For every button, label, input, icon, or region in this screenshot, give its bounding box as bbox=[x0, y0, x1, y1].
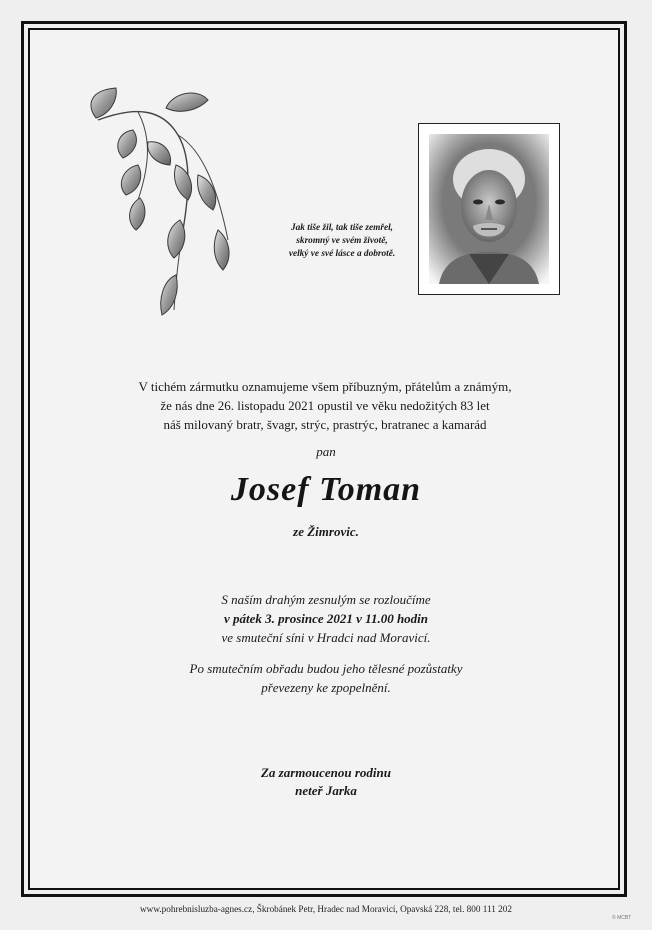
quote-line: skromný ve svém životě, bbox=[296, 236, 388, 246]
deceased-origin: ze Žimrovic. bbox=[293, 524, 359, 539]
family-signature bbox=[0, 764, 652, 800]
ceremony-info bbox=[0, 590, 652, 647]
footer-contact: www.pohrebnisluzba-agnes.cz, Škrobánek Petr, Hradec nad Moravicí, Opavská 228, tel. 800 111 202 bbox=[140, 904, 512, 914]
family-member: neteř Jarka bbox=[295, 783, 357, 798]
portrait-photo bbox=[429, 134, 549, 284]
ceremony-date: v pátek 3. prosince 2021 v 11.00 hodin bbox=[223, 611, 429, 626]
quote-line: Jak tiše žil, tak tiše zemřel, bbox=[290, 223, 393, 233]
memorial-quote bbox=[262, 222, 422, 261]
family-line: Za zarmoucenou rodinu bbox=[260, 765, 392, 780]
ceremony-place: ve smuteční síni v Hradci nad Moravicí. bbox=[221, 630, 431, 645]
after-line: Po smutečním obřadu budou jeho tělesné pozůstatky bbox=[189, 661, 463, 676]
quote-line: velký ve své lásce a dobrotě. bbox=[288, 249, 396, 259]
after-line: převezeny ke zpopelnění. bbox=[261, 680, 391, 695]
after-ceremony-info bbox=[0, 659, 652, 697]
leaf-branch-icon bbox=[78, 80, 248, 335]
deceased-name: Josef Toman bbox=[230, 471, 422, 508]
footer-code: © MCBT bbox=[612, 915, 632, 921]
announcement-text bbox=[60, 377, 590, 434]
ceremony-line: S naším drahým zesnulým se rozloučíme bbox=[221, 592, 431, 607]
portrait-frame bbox=[418, 123, 560, 295]
salutation: pan bbox=[316, 444, 336, 459]
announcement-line: V tichém zármutku oznamujeme všem příbuzným, přátelům a známým, bbox=[138, 379, 512, 394]
announcement-line: že nás dne 26. listopadu 2021 opustil ve věku nedožitých 83 let bbox=[160, 398, 490, 413]
announcement-line: náš milovaný bratr, švagr, strýc, prastrýc, bratranec a kamarád bbox=[163, 417, 487, 432]
